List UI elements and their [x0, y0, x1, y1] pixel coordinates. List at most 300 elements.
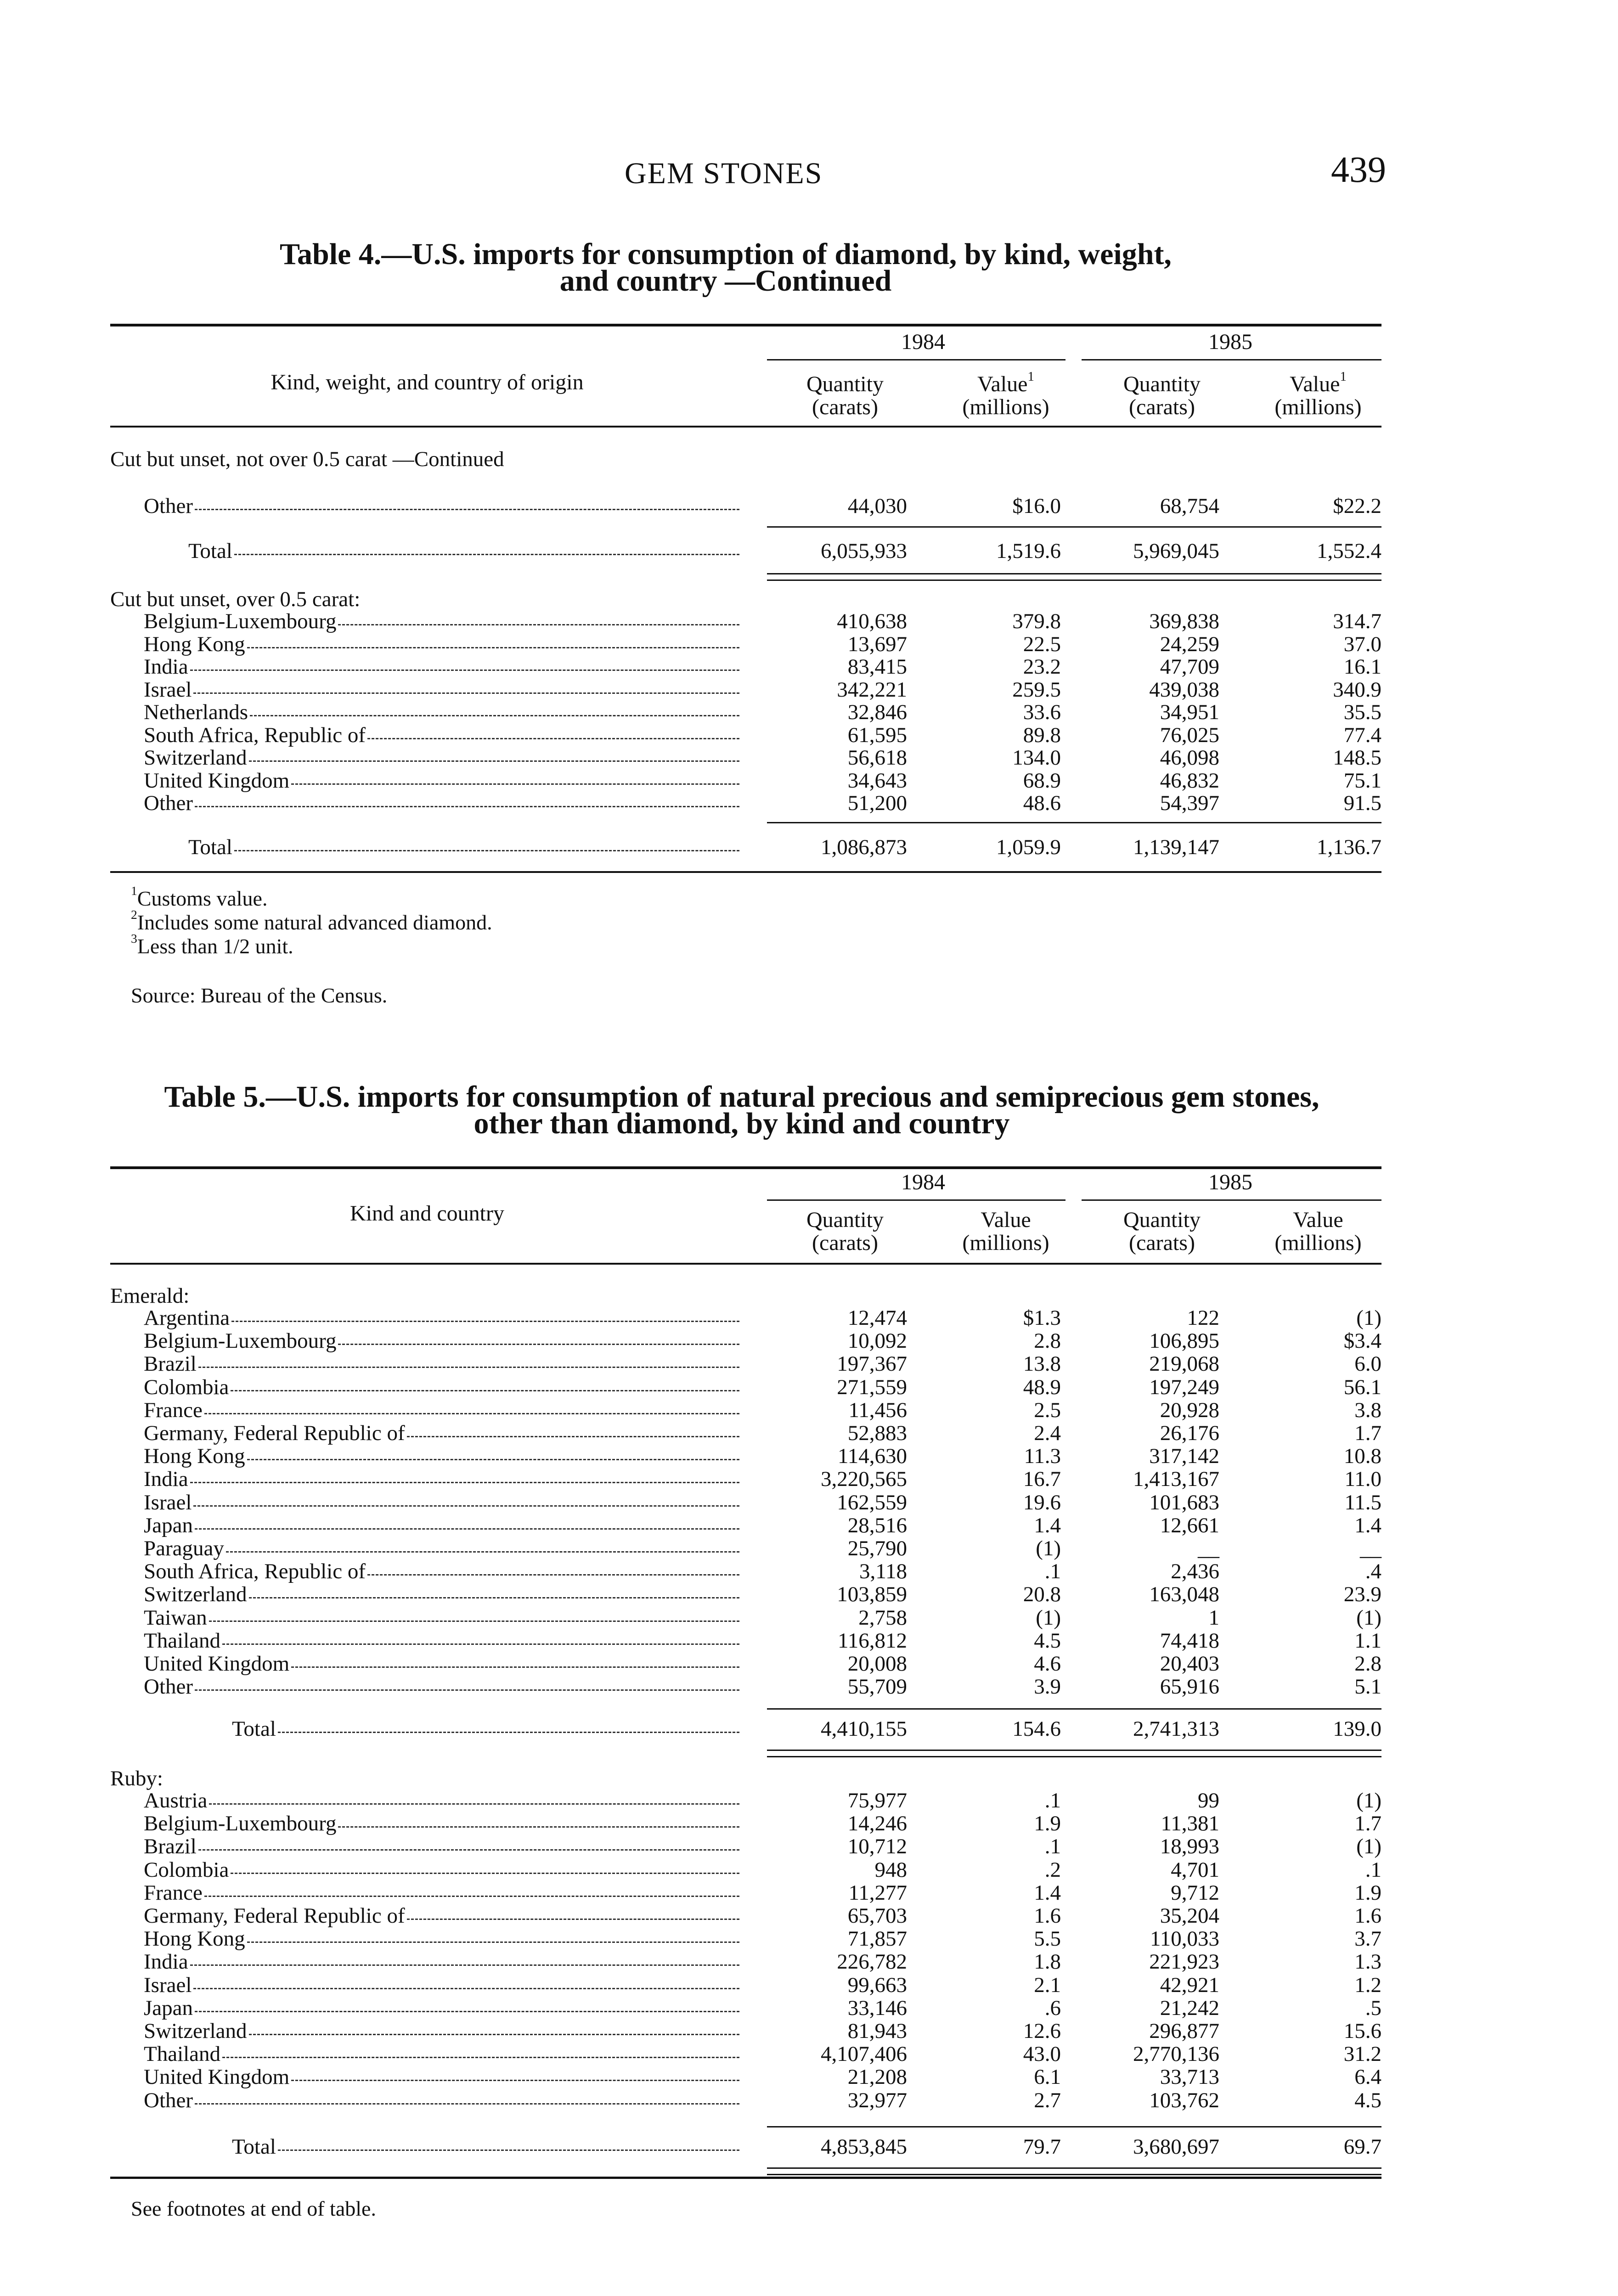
row-label: Germany, Federal Republic of	[144, 1421, 405, 1445]
row-value-value-1985: 69.7	[1343, 2135, 1381, 2159]
col-quantity-label: Quantity	[806, 1208, 884, 1232]
row-value-value-1985: 6.4	[1354, 2065, 1381, 2089]
row-value-quantity-1985: 106,895	[1149, 1329, 1219, 1353]
table5-emerald-subtotal-rule	[767, 1708, 1381, 1710]
row-value-value-1984: 2.1	[1034, 1973, 1061, 1997]
row-value-value-1985: .4	[1365, 1559, 1381, 1584]
table4-col-quantity-1985	[1084, 373, 1240, 419]
row-label: Taiwan	[144, 1605, 207, 1630]
table4-subtotal-rule	[767, 526, 1381, 528]
row-value-quantity-1984: 44,030	[847, 494, 907, 518]
table4-col-value-1985	[1240, 369, 1396, 419]
table4-year-1984: 1984	[901, 330, 945, 354]
table-row	[0, 1583, 1618, 1606]
row-label: Brazil	[144, 1352, 197, 1376]
total-row	[0, 836, 1618, 859]
row-value-value-1985: 1,136.7	[1317, 835, 1381, 859]
col-millions-label: (millions)	[962, 395, 1049, 419]
table-row	[0, 2065, 1618, 2088]
row-value-value-1985: 10.8	[1343, 1444, 1381, 1469]
table-row	[0, 1376, 1618, 1399]
row-value-quantity-1985: __	[1198, 1536, 1219, 1560]
table-row	[0, 1329, 1618, 1352]
row-value-value-1985: 4.5	[1354, 2088, 1381, 2112]
row-label: Total	[232, 1717, 276, 1741]
row-value-quantity-1984: 51,200	[847, 791, 907, 815]
leader-dots	[234, 850, 739, 851]
footnote-mark: 3	[131, 931, 137, 945]
row-value-quantity-1985: 42,921	[1160, 1973, 1219, 1997]
row-value-quantity-1985: 5,969,045	[1133, 539, 1219, 563]
table-row	[0, 1514, 1618, 1537]
col-value-label: Value	[1293, 1208, 1343, 1232]
row-value-value-1984: 4.5	[1034, 1628, 1061, 1653]
table5-top-rule	[110, 1166, 1381, 1169]
row-value-quantity-1985: 369,838	[1149, 609, 1219, 633]
row-label: Thailand	[144, 1628, 221, 1653]
leader-dots	[247, 647, 739, 648]
row-value-quantity-1984: 25,790	[847, 1536, 907, 1560]
row-value-value-1985: 11.0	[1344, 1467, 1381, 1491]
table5-group-emerald: Emerald:	[110, 1284, 190, 1308]
table5-stub-header: Kind and country	[350, 1201, 504, 1226]
row-value-quantity-1985: 219,068	[1149, 1352, 1219, 1376]
row-value-quantity-1984: 114,630	[837, 1444, 907, 1469]
leader-dots	[338, 624, 739, 625]
row-value-quantity-1985: 163,048	[1149, 1582, 1219, 1607]
row-label: Total	[232, 2135, 276, 2159]
col-carats-label: (carats)	[812, 1231, 878, 1255]
row-value-quantity-1984: 3,220,565	[821, 1467, 907, 1491]
table-row	[0, 495, 1618, 518]
row-value-quantity-1984: 65,703	[847, 1904, 907, 1928]
row-value-value-1984: 20.8	[1023, 1582, 1061, 1607]
leader-dots	[190, 1964, 739, 1966]
table5-emerald-total-rule-a	[767, 1750, 1381, 1751]
table5-emerald-total-rule-b	[767, 1756, 1381, 1757]
row-value-quantity-1985: 1,139,147	[1133, 835, 1219, 859]
row-value-value-1985: 5.1	[1354, 1675, 1381, 1699]
table5-group-ruby: Ruby:	[110, 1767, 163, 1790]
row-value-quantity-1984: 4,410,155	[821, 1717, 907, 1741]
row-value-value-1985: 6.0	[1354, 1352, 1381, 1376]
row-value-quantity-1985: 26,176	[1160, 1421, 1219, 1445]
row-value-value-1985: 1.6	[1354, 1904, 1381, 1928]
row-value-value-1984: 2.5	[1034, 1398, 1061, 1422]
table-row	[0, 1974, 1618, 1997]
leader-dots	[195, 806, 739, 807]
leader-dots	[247, 1459, 739, 1460]
row-value-value-1984: 48.9	[1023, 1375, 1061, 1399]
row-value-quantity-1984: 4,107,406	[821, 2042, 907, 2066]
row-value-value-1985: 1.2	[1354, 1973, 1381, 1997]
col-carats-label: (carats)	[1129, 395, 1195, 419]
table-row	[0, 1675, 1618, 1698]
leader-dots	[291, 2080, 739, 2081]
row-value-value-1984: 1.8	[1034, 1950, 1061, 1974]
row-value-quantity-1984: 34,643	[847, 768, 907, 793]
row-value-quantity-1984: 81,943	[847, 2019, 907, 2043]
row-value-quantity-1985: 24,259	[1160, 632, 1219, 656]
row-value-value-1984: .1	[1044, 1559, 1061, 1584]
row-label: South Africa, Republic of	[144, 723, 366, 747]
leader-dots	[338, 1826, 739, 1828]
row-label: Belgium-Luxembourg	[144, 1329, 337, 1353]
row-label: Thailand	[144, 2042, 221, 2066]
row-label: South Africa, Republic of	[144, 1559, 366, 1584]
row-value-value-1985: 35.5	[1343, 700, 1381, 724]
row-label: Colombia	[144, 1375, 229, 1399]
row-value-quantity-1984: 1,086,873	[821, 835, 907, 859]
row-value-value-1984: (1)	[1036, 1536, 1061, 1560]
row-value-value-1984: 12.6	[1023, 2019, 1061, 2043]
total-row	[0, 2135, 1618, 2158]
total-row	[0, 540, 1618, 563]
row-value-value-1984: 1.4	[1034, 1513, 1061, 1537]
row-value-quantity-1985: 21,242	[1160, 1996, 1219, 2020]
row-label: Germany, Federal Republic of	[144, 1904, 405, 1928]
table4-title-line2: and country —Continued	[559, 264, 892, 298]
table-row	[0, 633, 1618, 656]
table-row	[0, 1422, 1618, 1445]
row-value-value-1985: 31.2	[1343, 2042, 1381, 2066]
table5-title	[83, 1080, 1401, 1140]
row-value-quantity-1985: 197,249	[1149, 1375, 1219, 1399]
row-value-quantity-1985: 2,770,136	[1133, 2042, 1219, 2066]
row-value-value-1984: 2.4	[1034, 1421, 1061, 1445]
footnote-text: Less than 1/2 unit.	[137, 934, 293, 958]
leader-dots	[222, 2057, 739, 2058]
row-value-value-1984: 134.0	[1012, 746, 1061, 770]
row-label: Colombia	[144, 1857, 229, 1882]
row-value-quantity-1985: 18,993	[1160, 1835, 1219, 1859]
row-label: United Kingdom	[144, 1652, 290, 1676]
col-carats-label: (carats)	[1129, 1231, 1195, 1255]
row-label: India	[144, 655, 188, 679]
leader-dots	[209, 1803, 739, 1805]
col-value-label: Value$^1$	[1290, 369, 1347, 396]
leader-dots	[234, 554, 739, 555]
leader-dots	[231, 1873, 739, 1874]
row-value-value-1984: 68.9	[1023, 768, 1061, 793]
footnote	[131, 884, 268, 910]
col-value-label: Value	[981, 1208, 1031, 1232]
row-value-quantity-1985: 122	[1187, 1306, 1219, 1330]
row-value-value-1984: $1.3	[1023, 1306, 1061, 1330]
row-label: Other	[144, 791, 193, 815]
table5-footnote: See footnotes at end of table.	[131, 2197, 376, 2220]
row-label: Israel	[144, 1490, 192, 1514]
table4-group-continued: Cut but unset, not over 0.5 carat —Continued	[110, 447, 504, 471]
row-value-quantity-1984: 103,859	[837, 1582, 907, 1607]
row-value-value-1985: 15.6	[1343, 2019, 1381, 2043]
table4-col-quantity-1984	[767, 373, 923, 419]
row-value-quantity-1984: 11,277	[848, 1880, 907, 1905]
leader-dots	[278, 2150, 739, 2151]
leader-dots	[250, 715, 739, 716]
row-value-quantity-1985: 47,709	[1160, 655, 1219, 679]
row-value-value-1984: 11.3	[1024, 1444, 1061, 1469]
leader-dots	[195, 1689, 739, 1691]
table-row	[0, 1629, 1618, 1652]
col-quantity-label: Quantity	[806, 372, 884, 396]
footnote-mark: 1	[131, 884, 137, 898]
leader-dots	[249, 1597, 739, 1598]
row-label: Belgium-Luxembourg	[144, 1812, 337, 1836]
row-label: Hong Kong	[144, 632, 245, 656]
table-row	[0, 1812, 1618, 1835]
table4-header-rule	[110, 426, 1381, 428]
row-value-quantity-1984: 271,559	[837, 1375, 907, 1399]
row-value-quantity-1984: 28,516	[847, 1513, 907, 1537]
row-value-value-1984: .1	[1044, 1789, 1061, 1812]
page-number: 439	[1331, 150, 1386, 190]
row-value-quantity-1984: 410,638	[837, 609, 907, 633]
leader-dots	[190, 1482, 739, 1483]
table-row	[0, 678, 1618, 701]
leader-dots	[209, 1621, 739, 1622]
row-value-value-1985: $22.2	[1333, 494, 1381, 518]
table-row	[0, 701, 1618, 724]
row-value-value-1984: 2.8	[1034, 1329, 1061, 1353]
leader-dots	[195, 2011, 739, 2012]
row-value-quantity-1985: 1,413,167	[1133, 1467, 1219, 1491]
row-value-value-1984: 48.6	[1023, 791, 1061, 815]
row-value-quantity-1984: 83,415	[847, 655, 907, 679]
table5-bottom-rule	[110, 2177, 1381, 2179]
row-value-quantity-1985: 33,713	[1160, 2065, 1219, 2089]
row-value-value-1984: 43.0	[1023, 2042, 1061, 2066]
table-row	[0, 1306, 1618, 1329]
row-value-value-1985: 1,552.4	[1317, 539, 1381, 563]
col-quantity-label: Quantity	[1123, 372, 1201, 396]
row-label: Other	[144, 1675, 193, 1699]
table4-year-rule-1984	[767, 359, 1066, 360]
table5-col-value-1985	[1240, 1209, 1396, 1255]
row-value-value-1984: 23.2	[1023, 655, 1061, 679]
leader-dots	[367, 738, 739, 739]
row-value-quantity-1984: 56,618	[847, 746, 907, 770]
row-value-quantity-1984: 3,118	[859, 1559, 907, 1584]
row-value-quantity-1985: 9,712	[1171, 1880, 1219, 1905]
table-row	[0, 2089, 1618, 2112]
leader-dots	[247, 1941, 739, 1943]
row-value-value-1984: 1.9	[1034, 1812, 1061, 1836]
row-value-quantity-1984: 11,456	[848, 1398, 907, 1422]
row-value-quantity-1985: 12,661	[1160, 1513, 1219, 1537]
table5-header-rule	[110, 1263, 1381, 1265]
row-value-value-1984: 6.1	[1034, 2065, 1061, 2089]
row-value-quantity-1984: 10,712	[847, 1835, 907, 1859]
row-value-value-1985: 1.4	[1354, 1513, 1381, 1537]
row-value-value-1985: 91.5	[1343, 791, 1381, 815]
row-label: Austria	[144, 1789, 208, 1812]
leader-dots	[198, 1367, 739, 1368]
row-label: Israel	[144, 1973, 192, 1997]
row-value-quantity-1985: 65,916	[1160, 1675, 1219, 1699]
table-row	[0, 1560, 1618, 1583]
row-value-value-1984: 1.4	[1034, 1880, 1061, 1905]
table-row	[0, 746, 1618, 769]
leader-dots	[193, 692, 739, 694]
leader-dots	[190, 670, 739, 671]
table5-year-1985: 1985	[1208, 1170, 1252, 1194]
table5-title-line2: other than diamond, by kind and country	[474, 1107, 1010, 1140]
row-value-value-1985: .1	[1365, 1857, 1381, 1882]
row-value-quantity-1985: 439,038	[1149, 677, 1219, 702]
table4-title-line1: Table 4.—U.S. imports for consumption of diamond, by kind, weight,	[280, 237, 1172, 271]
row-value-value-1985: 1.7	[1354, 1812, 1381, 1836]
leader-dots	[407, 1436, 739, 1437]
table-row	[0, 1352, 1618, 1375]
table5-title-line1: Table 5.—U.S. imports for consumption of natural precious and semiprecious gem stones,	[164, 1080, 1319, 1114]
row-value-value-1985: 77.4	[1343, 723, 1381, 747]
table-row	[0, 2043, 1618, 2065]
row-label: Hong Kong	[144, 1444, 245, 1469]
row-value-value-1984: 19.6	[1023, 1490, 1061, 1514]
row-value-quantity-1985: 221,923	[1149, 1950, 1219, 1974]
leader-dots	[195, 1528, 739, 1530]
row-label: India	[144, 1950, 188, 1974]
leader-dots	[291, 783, 739, 785]
leader-dots	[204, 1413, 739, 1414]
row-label: Total	[188, 539, 232, 563]
row-value-quantity-1985: 101,683	[1149, 1490, 1219, 1514]
row-value-value-1984: .1	[1044, 1835, 1061, 1859]
table5-col-value-1984	[928, 1209, 1084, 1255]
table4-total-rule-b	[767, 580, 1381, 581]
table5-ruby-total-rule-b	[767, 2174, 1381, 2175]
row-value-quantity-1984: 61,595	[847, 723, 907, 747]
row-value-quantity-1984: 32,977	[847, 2088, 907, 2112]
row-value-value-1984: 1.6	[1034, 1904, 1061, 1928]
leader-dots	[193, 1505, 739, 1507]
table-row	[0, 610, 1618, 633]
row-value-quantity-1985: 46,098	[1160, 746, 1219, 770]
table-row	[0, 1606, 1618, 1629]
table-row	[0, 1445, 1618, 1468]
row-label: Hong Kong	[144, 1927, 245, 1951]
row-value-quantity-1985: 11,381	[1161, 1812, 1219, 1836]
row-value-value-1985: 3.7	[1354, 1927, 1381, 1951]
row-label: Other	[144, 494, 193, 518]
row-value-value-1985: 75.1	[1343, 768, 1381, 793]
row-value-quantity-1984: 14,246	[847, 1812, 907, 1836]
footnote	[131, 907, 492, 934]
row-label: Netherlands	[144, 700, 248, 724]
row-value-value-1985: 16.1	[1343, 655, 1381, 679]
leader-dots	[249, 2034, 739, 2035]
row-value-quantity-1985: 2,436	[1171, 1559, 1219, 1584]
table4-stub-header: Kind, weight, and country of origin	[271, 370, 584, 394]
row-value-value-1984: $16.0	[1012, 494, 1061, 518]
footnote-text: Customs value.	[137, 887, 268, 910]
table-row	[0, 2020, 1618, 2043]
table5-col-quantity-1985	[1084, 1209, 1240, 1255]
table4-title	[129, 237, 1323, 298]
row-value-quantity-1985: 317,142	[1149, 1444, 1219, 1469]
table5-col-quantity-1984	[767, 1209, 923, 1255]
row-label: Belgium-Luxembourg	[144, 609, 337, 633]
row-value-value-1985: 23.9	[1343, 1582, 1381, 1607]
row-value-value-1984: 33.6	[1023, 700, 1061, 724]
row-value-value-1985: 1.9	[1354, 1880, 1381, 1905]
row-label: France	[144, 1398, 203, 1422]
row-value-quantity-1985: 34,951	[1160, 700, 1219, 724]
row-value-value-1985: 3.8	[1354, 1398, 1381, 1422]
row-value-value-1984: .2	[1044, 1857, 1061, 1882]
leader-dots	[278, 1732, 739, 1733]
row-value-value-1984: 22.5	[1023, 632, 1061, 656]
leader-dots	[338, 1344, 739, 1345]
table4-year-1985: 1985	[1208, 330, 1252, 354]
table-row	[0, 792, 1618, 815]
leader-dots	[249, 760, 739, 762]
row-value-value-1985: 11.5	[1344, 1490, 1381, 1514]
row-value-value-1985: (1)	[1356, 1789, 1381, 1812]
row-value-quantity-1985: 103,762	[1149, 2088, 1219, 2112]
row-value-quantity-1984: 6,055,933	[821, 539, 907, 563]
row-value-quantity-1984: 226,782	[837, 1950, 907, 1974]
table-row	[0, 1835, 1618, 1858]
row-value-value-1985: 1.3	[1354, 1950, 1381, 1974]
leader-dots	[231, 1390, 739, 1391]
col-millions-label: (millions)	[1274, 1231, 1362, 1255]
row-value-value-1984: 1,519.6	[996, 539, 1061, 563]
table-row	[0, 724, 1618, 747]
table4-top-rule	[110, 324, 1381, 326]
row-label: Total	[188, 835, 232, 859]
row-value-value-1985: 314.7	[1333, 609, 1381, 633]
col-millions-label: (millions)	[962, 1231, 1049, 1255]
leader-dots	[291, 1666, 739, 1668]
row-label: United Kingdom	[144, 2065, 290, 2089]
row-value-quantity-1984: 162,559	[837, 1490, 907, 1514]
row-label: India	[144, 1467, 188, 1491]
leader-dots	[195, 2103, 739, 2105]
row-value-value-1984: (1)	[1036, 1605, 1061, 1630]
table4-year-rule-1985	[1082, 359, 1381, 360]
row-value-value-1984: 89.8	[1023, 723, 1061, 747]
row-value-quantity-1985: 110,033	[1150, 1927, 1219, 1951]
row-label: Japan	[144, 1996, 193, 2020]
row-value-quantity-1985: 74,418	[1160, 1628, 1219, 1653]
row-value-quantity-1984: 55,709	[847, 1675, 907, 1699]
table4-total-rule-a	[767, 573, 1381, 574]
row-value-value-1985: 148.5	[1333, 746, 1381, 770]
row-label: Japan	[144, 1513, 193, 1537]
row-value-quantity-1985: 3,680,697	[1133, 2135, 1219, 2159]
table-row	[0, 655, 1618, 678]
row-value-value-1985: __	[1360, 1536, 1381, 1560]
row-value-value-1984: 5.5	[1034, 1927, 1061, 1951]
row-value-quantity-1984: 52,883	[847, 1421, 907, 1445]
table-row	[0, 1789, 1618, 1812]
row-label: Switzerland	[144, 2019, 247, 2043]
row-value-quantity-1984: 4,853,845	[821, 2135, 907, 2159]
row-label: Switzerland	[144, 1582, 247, 1607]
row-value-quantity-1985: 99	[1198, 1789, 1219, 1812]
row-value-quantity-1984: 32,846	[847, 700, 907, 724]
row-value-value-1984: 259.5	[1012, 677, 1061, 702]
row-value-value-1984: 4.6	[1034, 1652, 1061, 1676]
row-value-value-1985: (1)	[1356, 1835, 1381, 1859]
row-value-quantity-1985: 20,403	[1160, 1652, 1219, 1676]
row-label: United Kingdom	[144, 768, 290, 793]
row-value-quantity-1985: 1	[1208, 1605, 1219, 1630]
row-value-value-1984: 13.8	[1023, 1352, 1061, 1376]
row-value-quantity-1985: 296,877	[1149, 2019, 1219, 2043]
